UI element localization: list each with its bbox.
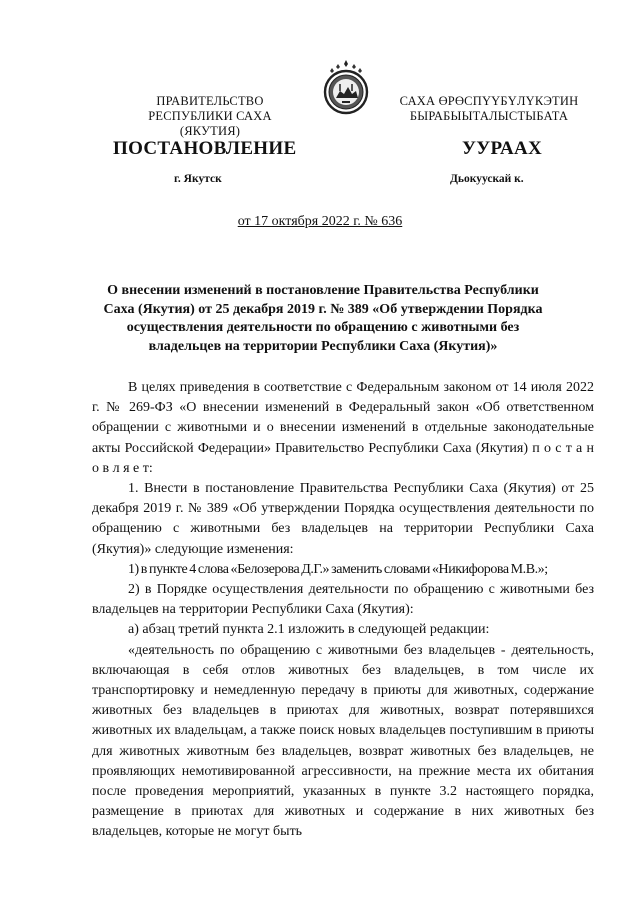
paragraph-subitem-1: 1) в пункте 4 слова «Белозерова Д.Г.» заменить словами «Никифорова М.В.»;: [128, 561, 548, 577]
org-name-sakha: [384, 94, 594, 124]
paragraph-subitem-a: а) абзац третий пункта 2.1 изложить в следующей редакции:: [128, 622, 490, 638]
heading-line-1: О внесении изменений в постановление Правительства Республики: [107, 283, 539, 298]
date-and-number-text: от 17 октября 2022 г. № 636: [237, 214, 403, 229]
document-heading: [100, 282, 546, 356]
paragraph-quoted-definition: «деятельность по обращению с животными без владельцев - деятельность, включающая в себя отлов животных без владельцев, в том числе их транспортировку и немедленную передачу в приюты для животных, содержание животных без владельцев в приютах для животных, возврат потерявшихся животных их владельцам, а также поиск новых владельцев поступившим в приюты для животных животным без владельцев, возврат животных без владельцев, не проявляющих немотивированной агрессивности, на прежние места их обитания после проведения мероприятий, указанных в пункте 3.2 настоящего порядка, размещение в приютах для животных и содержание в них животных без владельцев, которые не могут быть: [92, 642, 594, 840]
date-and-number: [0, 214, 640, 230]
org-name-russian-line1: ПРАВИТЕЛЬСТВО: [156, 94, 264, 108]
city-sakha: Дьокуускай к.: [450, 173, 524, 185]
org-name-russian-line2: РЕСПУБЛИКИ САХА (ЯКУТИЯ): [148, 109, 272, 138]
paragraph-subitem-2: 2) в Порядке осуществления деятельности по обращению с животными без владельцев на территории Республики Саха (Якутия):: [92, 582, 594, 618]
paragraph-item-1: 1. Внести в постановление Правительства Республики Саха (Якутия) от 25 декабря 2019 г. № 389 «Об утверждении Порядка осуществления деятельности по обращению с животными без владельцев на территории Республики Саха (Якутия)» следующие изменения:: [92, 481, 594, 557]
paragraph-preamble: В целях приведения в соответствие с Федеральным законом от 14 июля 2022 г. № 269-ФЗ «О внесении изменений в Федеральный закон «Об ответственном обращении с животными и о внесении изменений в отдельные законодательные акты Российской Федерации» Правительство Республики Саха (Якутия) п о с т а н о в л я е т:: [92, 380, 594, 476]
org-name-sakha-line2: БЫРАБЫЫТАЛЫСТЫБАТА: [409, 109, 569, 123]
heading-line-2: Саха (Якутия) от 25 декабря 2019 г. № 389 «Об утверждении Порядка: [103, 301, 543, 317]
heading-line-3: осуществления деятельности по обращению с животными без: [126, 320, 520, 335]
org-name-sakha-line1: САХА ӨРӨСПҮҮБҮЛҮКЭТИН: [399, 94, 579, 108]
document-body: [92, 378, 594, 843]
coat-of-arms-emblem-icon: [322, 58, 370, 116]
doc-type-russian: ПОСТАНОВЛЕНИЕ: [113, 138, 297, 159]
doc-type-sakha: УУРААХ: [462, 138, 543, 159]
org-name-russian: [120, 94, 300, 139]
city-russian: г. Якутск: [174, 173, 222, 185]
heading-line-4: владельцев на территории Республики Саха (Якутия)»: [148, 338, 498, 354]
